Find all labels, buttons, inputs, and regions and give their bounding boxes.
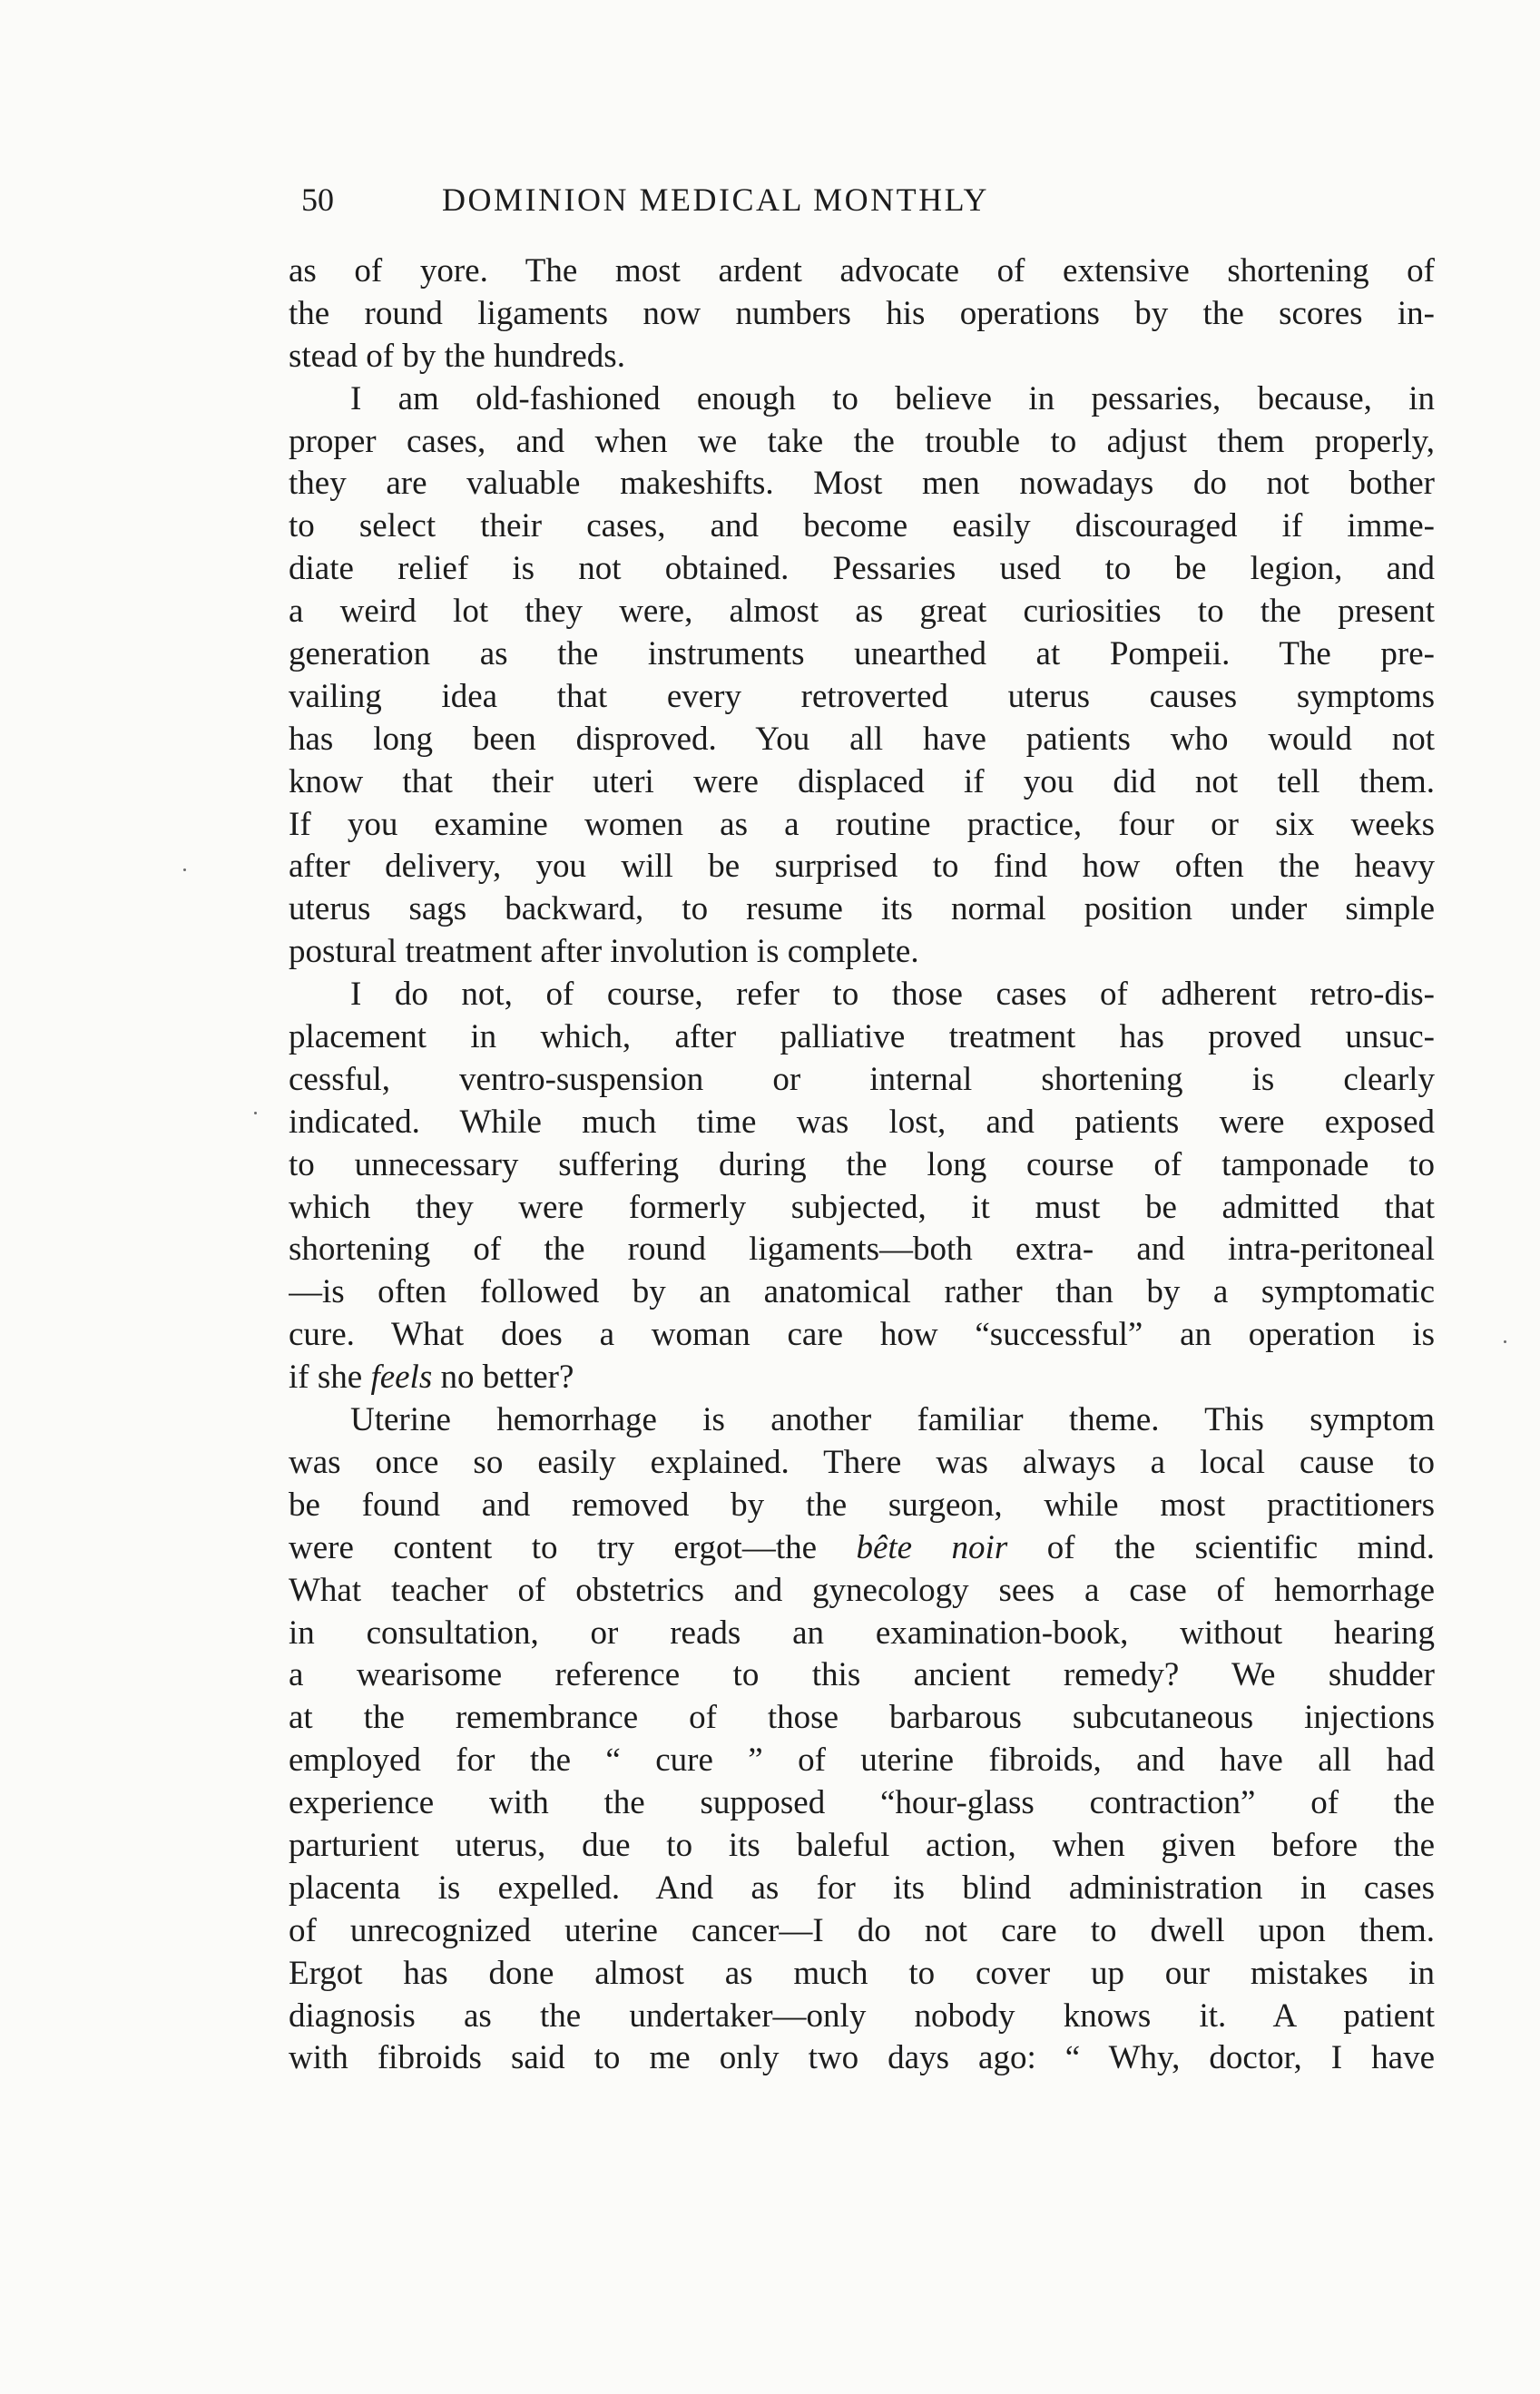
text-line: at the remembrance of those barbarous subcutaneous injections [289, 1699, 1435, 1737]
text-line: has long been disproved. You all have patients who would not [289, 720, 1435, 758]
text-line: If you examine women as a routine practice, four or six weeks [289, 805, 1435, 843]
body-text [289, 250, 1435, 2080]
text-line: which they were formerly subjected, it must be admitted that [289, 1188, 1435, 1226]
text-line: experience with the supposed “hour-glass contraction” of the [289, 1784, 1435, 1822]
scan-speck [1504, 1340, 1506, 1343]
paragraph-first-line: Uterine hemorrhage is another familiar theme. This symptom [350, 1401, 1435, 1439]
text-line: Ergot has done almost as much to cover up our mistakes in [289, 1954, 1435, 1992]
text-line: cure. What does a woman care how “successful” an operation is [289, 1316, 1435, 1354]
running-head: DOMINION MEDICAL MONTHLY [442, 182, 990, 218]
text-line: postural treatment after involution is complete. [289, 933, 919, 971]
text-line: a weird lot they were, almost as great curiosities to the present [289, 593, 1435, 631]
text-line: What teacher of obstetrics and gynecology sees a case of hemorrhage [289, 1571, 1435, 1609]
text-line: as of yore. The most ardent advocate of extensive shortening of [289, 252, 1435, 289]
text-line: diagnosis as the undertaker—only nobody knows it. A patient [289, 1997, 1435, 2035]
scan-speck [254, 1112, 257, 1114]
italic-text: bête noir [856, 1528, 1008, 1566]
text-line: —is often followed by an anatomical rather than by a symptomatic [289, 1273, 1435, 1311]
paragraph-first-line: I am old-fashioned enough to believe in pessaries, because, in [350, 379, 1435, 417]
text-line: they are valuable makeshifts. Most men nowadays do not bother [289, 465, 1435, 503]
text-line: indicated. While much time was lost, and patients were exposed [289, 1103, 1435, 1141]
text-line: employed for the “ cure ” of uterine fibroids, and have all had [289, 1742, 1435, 1780]
text-line [289, 1527, 1435, 1570]
scan-speck [183, 868, 186, 871]
text-line: shortening of the round ligaments—both extra- and intra-peritoneal [289, 1231, 1435, 1269]
italic-text: feels [370, 1359, 433, 1397]
text-line: vailing idea that every retroverted uterus causes symptoms [289, 677, 1435, 715]
text-line: to select their cases, and become easily discouraged if imme- [289, 507, 1435, 545]
text-line: after delivery, you will be surprised to find how often the heavy [289, 848, 1435, 886]
text-line: stead of by the hundreds. [289, 337, 625, 375]
text-line: was once so easily explained. There was always a local cause to [289, 1443, 1435, 1481]
text-line: a wearisome reference to this ancient remedy? We shudder [289, 1656, 1435, 1694]
text-segment: were content to try ergot—the [289, 1528, 857, 1566]
text-line: to unnecessary suffering during the long course of tamponade to [289, 1145, 1435, 1183]
text-line: proper cases, and when we take the trouble to adjust them properly, [289, 422, 1435, 460]
text-line: be found and removed by the surgeon, while most practitioners [289, 1486, 1435, 1524]
page-header [301, 178, 1436, 221]
page-number: 50 [301, 182, 334, 218]
text-line: the round ligaments now numbers his operations by the scores in- [289, 294, 1435, 332]
text-line: parturient uterus, due to its baleful action, when given before the [289, 1826, 1435, 1864]
text-line: diate relief is not obtained. Pessaries used to be legion, and [289, 550, 1435, 588]
text-line: of unrecognized uterine cancer—I do not care to dwell upon them. [289, 1911, 1435, 1949]
paragraph-first-line: I do not, of course, refer to those cases of adherent retro-dis- [350, 976, 1435, 1014]
text-line: generation as the instruments unearthed at Pompeii. The pre- [289, 635, 1435, 673]
text-line: cessful, ventro-suspension or internal shortening is clearly [289, 1060, 1435, 1098]
text-line: know that their uteri were displaced if you did not tell them. [289, 762, 1435, 800]
text-segment: if she [289, 1359, 371, 1397]
text-line: placement in which, after palliative treatment has proved unsuc- [289, 1018, 1435, 1056]
text-line [289, 1357, 1435, 1399]
text-line: in consultation, or reads an examination-book, without hearing [289, 1614, 1435, 1652]
text-line: placenta is expelled. And as for its blind administration in cases [289, 1869, 1435, 1907]
text-line: uterus sags backward, to resume its normal position under simple [289, 890, 1435, 928]
text-line: with fibroids said to me only two days ago: “ Why, doctor, I have [289, 2039, 1435, 2077]
text-segment: no better? [432, 1359, 574, 1397]
text-segment: of the scientific mind. [1007, 1528, 1435, 1566]
